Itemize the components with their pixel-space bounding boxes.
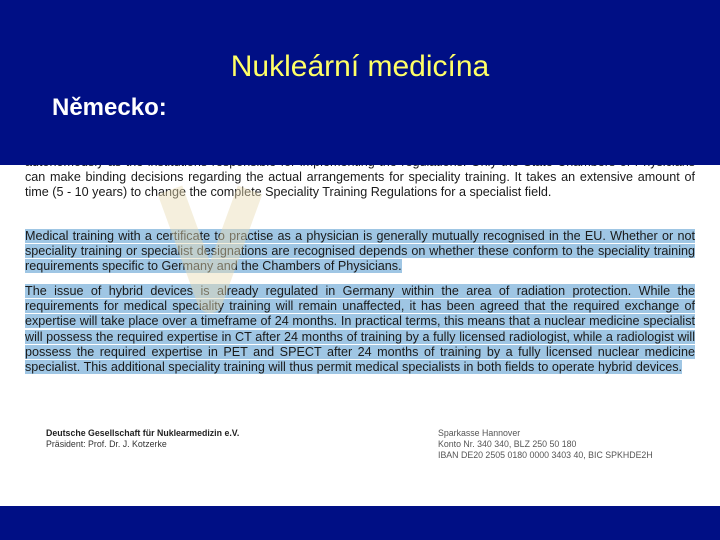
org-president: Präsident: Prof. Dr. J. Kotzerke	[46, 439, 167, 449]
slide-header	[0, 0, 720, 165]
bank-name: Sparkasse Hannover	[438, 428, 521, 438]
org-name: Deutsche Gesellschaft für Nuklearmedizin e.V.	[46, 428, 240, 438]
paragraph-1: can make binding decisions regarding the actual arrangements for speciality training. It takes an extensive amount of time (5 - 10 years) to change the complete Speciality Training Regulations for a specialist field.	[25, 170, 695, 200]
slide-subtitle: Německo:	[52, 94, 167, 121]
slide-title: Nukleární medicína	[230, 50, 490, 83]
paragraph-3: The issue of hybrid devices is already regulated in Germany within the area of radiation protection. While the requirements for medical speciality training will remain unaffected, it has been agreed that the required exchange of expertise will take place over a timeframe of 24 months. In practical terms, this means that a nuclear medicine specialist will possess the required expertise in CT after 24 months of training by a fully licensed radiologist, while a radiologist will possess the required expertise in PET and SPECT after 24 months of training by a fully licensed nuclear medicine specialist. This additional speciality training will thus permit medical specialists in both fields to operate hybrid devices.	[25, 284, 695, 375]
footer-bank	[438, 428, 653, 461]
paragraph-2: Medical training with a certificate to practise as a physician is generally mutually recognised in the EU. Whether or not speciality training or specialist designations are recognised depends on whether these conform to the speciality training requirements specific to Germany and the Chambers of Physicians.	[25, 229, 695, 274]
bank-account: Konto Nr. 340 340, BLZ 250 50 180	[438, 439, 577, 449]
slide-footer-bar	[0, 506, 720, 540]
watermark-logo-icon	[150, 180, 270, 360]
footer-organization	[46, 428, 239, 450]
bank-iban: IBAN DE20 2505 0180 0000 3403 40, BIC SPKHDE2H	[438, 450, 653, 460]
